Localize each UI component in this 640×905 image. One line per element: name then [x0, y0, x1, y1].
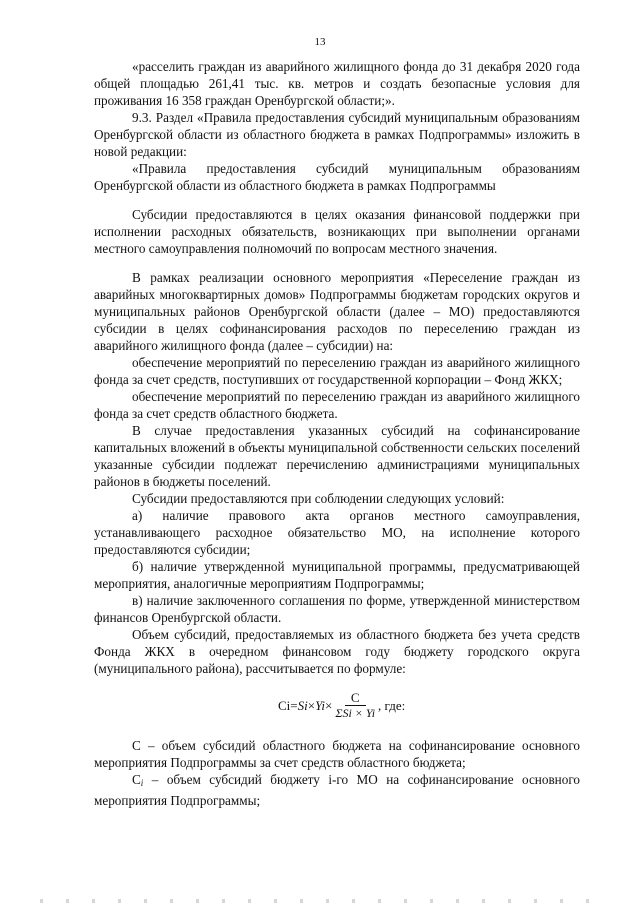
formula-equals: =: [290, 698, 298, 713]
formula-denominator: ΣSi × Yi: [335, 706, 376, 720]
paragraph: Субсидии предоставляются в целях оказания финансовой поддержки при исполнении расходных обязательств, возникающих при выполнении органами местного самоуправления полномочий по вопросам местного значения.: [94, 207, 580, 256]
list-item: а) наличие правового акта органов местного самоуправления, устанавливающего расходное обязательство МО, на исполнение которого предоставляются субсидии;: [94, 508, 580, 557]
paragraph: 9.3. Раздел «Правила предоставления субсидий муниципальным образованиям Оренбургской области из областного бюджета в рамках Подпрограммы» изложить в новой редакции:: [94, 110, 580, 159]
paragraph: обеспечение мероприятий по переселению граждан из аварийного жилищного фонда за счет средств, поступивших от государственной корпорации – Фонд ЖКХ;: [94, 355, 580, 387]
formula-times: ×: [325, 698, 333, 713]
paragraph: «расселить граждан из аварийного жилищного фонда до 31 декабря 2020 года общей площадью 261,41 тыс. кв. метров и создать безопасные условия для проживания 16 358 граждан Оренбургской области;».: [94, 59, 580, 108]
definition-item: C – объем субсидий областного бюджета на софинансирование основного мероприятия Подпрограммы за счет средств областного бюджета;: [94, 738, 580, 770]
formula-term-si: Si: [297, 698, 308, 713]
paragraph: В случае предоставления указанных субсидий на софинансирование капитальных вложений в объекты муниципальной собственности сельских поселений указанные субсидии подлежат перечислению администрациями муниципальных районов в бюджеты поселений.: [94, 423, 580, 489]
paragraph: В рамках реализации основного мероприятия «Переселение граждан из аварийных многоквартирных домов» Подпрограммы бюджетам городских округов и муниципальных районов Оренбургской области (далее – МО) предоставляются субсидии в целях софинансирования расходов по переселению граждан из аварийного жилищного фонда (далее – субсидии) на:: [94, 270, 580, 353]
document-body: [94, 58, 580, 809]
definition-symbol: C: [132, 772, 141, 787]
formula-suffix: , где:: [378, 698, 406, 713]
formula-fraction: [335, 690, 375, 721]
formula-numerator: C: [345, 690, 366, 706]
section-heading: «Правила предоставления субсидий муниципальным образованиям Оренбургской области из областного бюджета в рамках Подпрограммы: [94, 161, 580, 193]
page-number: 13: [314, 36, 326, 48]
formula-term-yi: Yi: [315, 698, 325, 713]
list-item: б) наличие утвержденной муниципальной программы, предусматривающей мероприятия, аналогичные мероприятиям Подпрограммы;: [94, 559, 580, 591]
definition-item: [94, 771, 580, 809]
formula-times: ×: [307, 698, 316, 713]
paragraph: обеспечение мероприятий по переселению граждан из аварийного жилищного фонда за счет средств областного бюджета.: [94, 389, 580, 421]
paragraph: Объем субсидий, предоставляемых из областного бюджета без учета средств Фонда ЖКХ в очередном финансовом году бюджету городского округа (муниципального района), рассчитывается по формуле:: [94, 627, 580, 676]
definition-symbol-subscript: i: [140, 778, 144, 788]
paragraph: Субсидии предоставляются при соблюдении следующих условий:: [132, 491, 505, 506]
scan-edge-artifact: [40, 899, 600, 903]
formula-lhs: Ci: [278, 698, 291, 713]
subsidy-formula: [94, 690, 580, 721]
definition-text: – объем субсидий бюджету i-го МО на софинансирование основного мероприятия Подпрограммы;: [94, 772, 581, 808]
list-item: в) наличие заключенного соглашения по форме, утвержденной министерством финансов Оренбургской области.: [94, 593, 580, 625]
